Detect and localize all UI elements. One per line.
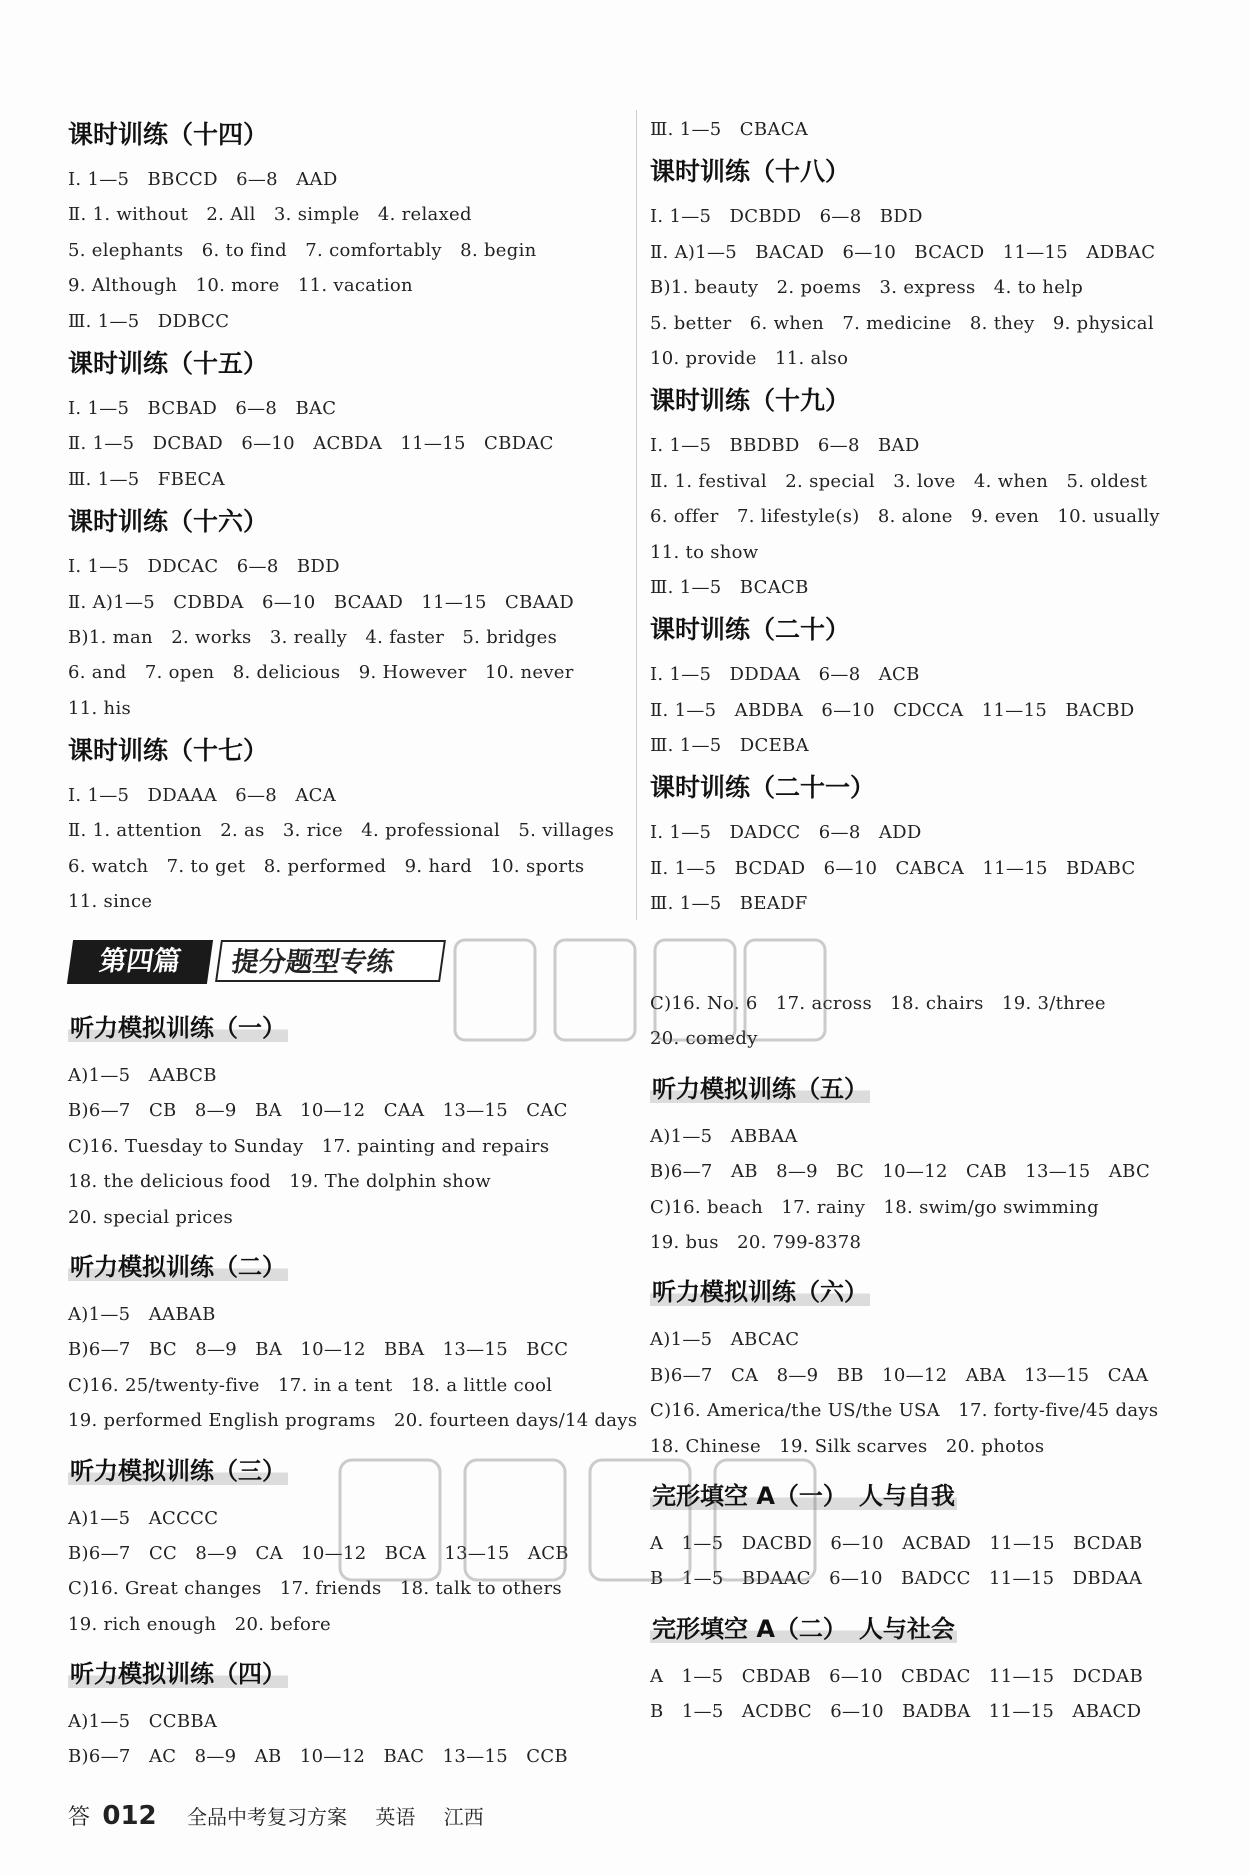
subject-label: 英语 (375, 1805, 416, 1829)
answer-line: Ⅲ. 1—5 BCACB (650, 576, 809, 598)
book-title: 全品中考复习方案 (187, 1805, 348, 1829)
answer-line: 5. elephants 6. to find 7. comfortably 8. begin (68, 239, 537, 261)
answer-line: 11. to show (650, 541, 759, 563)
answer-line: B)6—7 CC 8—9 CA 10—12 BCA 13—15 ACB (68, 1542, 569, 1564)
section-title: 课时训练（二十一） (650, 773, 876, 803)
answer-line: Ⅲ. 1—5 CBACA (650, 119, 809, 140)
answer-line: 6. and 7. open 8. delicious 9. However 10. never (68, 662, 574, 684)
answer-line: Ⅰ. 1—5 BBCCD 6—8 AAD (68, 169, 338, 190)
answer-line: A)1—5 ABBAA (650, 1125, 798, 1147)
left-column-top (68, 110, 628, 920)
section-title: 课时训练（十四） (68, 120, 269, 149)
answer-line: A)1—5 AABAB (68, 1303, 216, 1325)
answer-line: C)16. beach 17. rainy 18. swim/go swimming (650, 1196, 1099, 1218)
answer-line: B 1—5 BDAAC 6—10 BADCC 11—15 DBDAA (650, 1568, 1143, 1590)
answer-line: Ⅲ. 1—5 DDBCC (68, 310, 230, 332)
section-title: 课时训练（十九） (650, 386, 851, 416)
answer-line: Ⅱ. 1. attention 2. as 3. rice 4. professional 5. villages (68, 820, 615, 842)
answer-line: Ⅲ. 1—5 BEADF (650, 893, 808, 915)
section-title: 课时训练（十七） (68, 736, 269, 766)
answer-line: Ⅰ. 1—5 BCBAD 6—8 BAC (68, 397, 337, 419)
section-title: 课时训练（二十） (650, 615, 851, 645)
region-label: 江西 (443, 1805, 484, 1829)
right-column-top (650, 112, 1195, 922)
answer-line: A)1—5 AABCB (68, 1065, 217, 1086)
answer-line: 18. the delicious food 19. The dolphin show (68, 1171, 491, 1193)
answer-line: A)1—5 CCBBA (68, 1711, 218, 1733)
answer-line: Ⅰ. 1—5 BBDBD 6—8 BAD (650, 435, 920, 457)
section-title: 课时训练（十五） (68, 348, 269, 378)
answer-line: B)1. beauty 2. poems 3. express 4. to help (650, 277, 1084, 299)
section-title: 课时训练（十八） (650, 157, 851, 187)
section-title: 听力模拟训练（六） (652, 1278, 868, 1307)
footer-answer-label: 答 (68, 1805, 91, 1830)
answer-line: A)1—5 ACCCC (68, 1507, 219, 1529)
answer-line: Ⅱ. 1—5 DCBAD 6—10 ACBDA 11—15 CBDAC (68, 433, 554, 455)
answer-line: A 1—5 DACBD 6—10 ACBAD 11—15 BCDAB (650, 1532, 1143, 1554)
answer-line: Ⅰ. 1—5 DADCC 6—8 ADD (650, 822, 922, 844)
section-title: 听力模拟训练（四） (70, 1660, 286, 1689)
section-title: 课时训练（十六） (68, 507, 269, 537)
answer-line: 20. comedy (650, 1028, 758, 1050)
answer-line: Ⅰ. 1—5 DDDAA 6—8 ACB (650, 664, 920, 686)
answer-line: A 1—5 CBDAB 6—10 CBDAC 11—15 DCDAB (650, 1665, 1143, 1687)
answer-line: 19. performed English programs 20. fourteen days/14 days (68, 1410, 638, 1432)
answer-line: 19. rich enough 20. before (68, 1613, 331, 1635)
answer-line: Ⅰ. 1—5 DDAAA 6—8 ACA (68, 785, 336, 807)
page-footer (68, 1796, 484, 1836)
answer-line: 19. bus 20. 799-8378 (650, 1231, 862, 1253)
answer-line: Ⅱ. 1. without 2. All 3. simple 4. relaxed (68, 204, 472, 226)
watermark-graphic (335, 1450, 835, 1600)
section-title: 听力模拟训练（二） (70, 1252, 286, 1281)
section-title: 听力模拟训练（一） (70, 1014, 286, 1042)
answer-line: 10. provide 11. also (650, 347, 849, 369)
answer-line: Ⅱ. 1—5 BCDAD 6—10 CABCA 11—15 BDABC (650, 857, 1136, 879)
answer-line: Ⅰ. 1—5 DDCAC 6—8 BDD (68, 556, 340, 578)
answer-line: 11. his (68, 697, 132, 719)
section-title: 完形填空 A（一） 人与自我 (652, 1481, 955, 1510)
answer-line: C)16. Tuesday to Sunday 17. painting and repairs (68, 1135, 550, 1157)
watermark-graphic (450, 930, 830, 1060)
answer-line: Ⅲ. 1—5 FBECA (68, 468, 225, 490)
answer-line: 18. Chinese 19. Silk scarves 20. photos (650, 1435, 1045, 1457)
answer-line: B)6—7 AB 8—9 BC 10—12 CAB 13—15 ABC (650, 1161, 1151, 1183)
answer-line: 6. watch 7. to get 8. performed 9. hard 10. sports (68, 855, 585, 877)
banner-part-name: 提分题型专练 (215, 940, 446, 982)
answer-line: B)6—7 BC 8—9 BA 10—12 BBA 13—15 BCC (68, 1339, 569, 1361)
answer-line: 6. offer 7. lifestyle(s) 8. alone 9. even 10. usually (650, 506, 1160, 528)
page-number: 012 (102, 1801, 157, 1831)
answer-line: 20. special prices (68, 1206, 234, 1228)
answer-line: C)16. America/the US/the USA 17. forty-five/45 days (650, 1400, 1159, 1422)
part-banner (70, 940, 450, 984)
answer-line: B)6—7 AC 8—9 AB 10—12 BAC 13—15 CCB (68, 1746, 568, 1768)
answer-line: Ⅱ. A)1—5 BACAD 6—10 BCACD 11—15 ADBAC (650, 241, 1156, 263)
answer-line: Ⅲ. 1—5 DCEBA (650, 735, 809, 757)
answer-line: A)1—5 ABCAC (650, 1329, 800, 1351)
section-title: 完形填空 A（二） 人与社会 (652, 1614, 955, 1643)
answer-line: B)6—7 CB 8—9 BA 10—12 CAA 13—15 CAC (68, 1100, 568, 1122)
answer-line: C)16. Great changes 17. friends 18. talk to others (68, 1578, 562, 1600)
answer-line: B)1. man 2. works 3. really 4. faster 5. bridges (68, 626, 558, 648)
answer-line: Ⅱ. 1. festival 2. special 3. love 4. when 5. oldest (650, 470, 1148, 492)
answer-line: B)6—7 CA 8—9 BB 10—12 ABA 13—15 CAA (650, 1364, 1149, 1386)
answer-line: 11. since (68, 891, 153, 913)
section-title: 听力模拟训练（三） (70, 1456, 286, 1485)
answer-line: B 1—5 ACDBC 6—10 BADBA 11—15 ABACD (650, 1701, 1142, 1723)
answer-line: Ⅱ. 1—5 ABDBA 6—10 CDCCA 11—15 BACBD (650, 699, 1135, 721)
answer-line: Ⅰ. 1—5 DCBDD 6—8 BDD (650, 206, 923, 228)
answer-line: C)16. No. 6 17. across 18. chairs 19. 3/three (650, 993, 1106, 1014)
left-column-bottom (68, 996, 638, 1775)
answer-line: 9. Although 10. more 11. vacation (68, 275, 413, 297)
column-divider (636, 110, 637, 920)
banner-part-label: 第四篇 (67, 940, 213, 984)
section-title: 听力模拟训练（五） (652, 1074, 868, 1103)
answer-line: C)16. 25/twenty-five 17. in a tent 18. a little cool (68, 1374, 553, 1396)
answer-line: 5. better 6. when 7. medicine 8. they 9. physical (650, 312, 1154, 334)
answer-line: Ⅱ. A)1—5 CDBDA 6—10 BCAAD 11—15 CBAAD (68, 591, 574, 613)
right-column-bottom (650, 986, 1195, 1729)
